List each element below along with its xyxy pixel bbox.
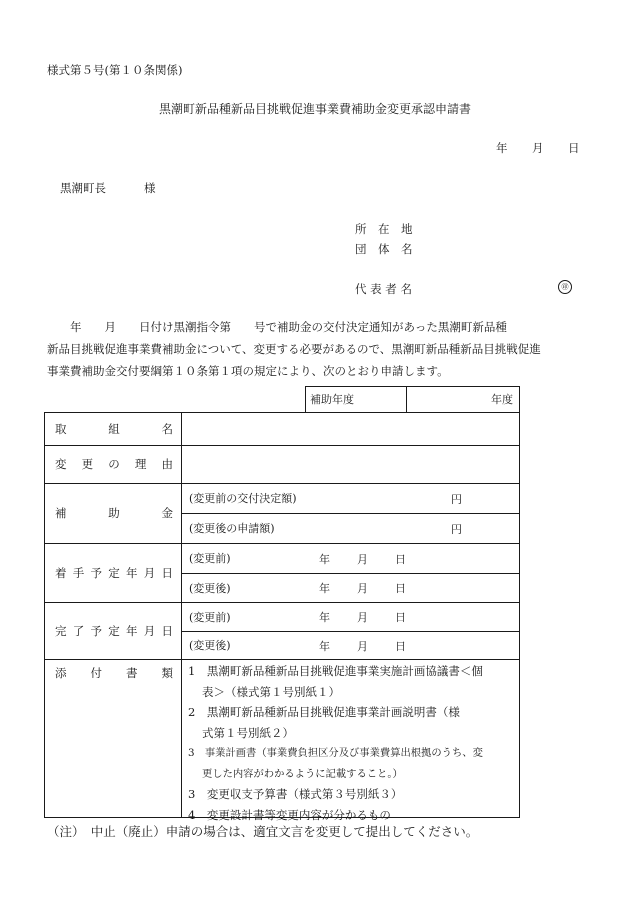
attachment-line: 3 事業計画書（事業費負担区分及び事業費算出根拠のうち、変 xyxy=(188,747,483,759)
change-reason-label: 変 更 の 理 由 xyxy=(55,457,173,471)
seal-mark: ㊞ xyxy=(558,280,572,294)
end-date-label: 完 了 予 定 年 月 日 xyxy=(55,623,173,638)
end-before-month: 月 xyxy=(357,611,368,624)
end-after-year: 年 xyxy=(319,640,330,653)
subsidy-year-unit: 年度 xyxy=(491,393,513,406)
subsidy-before-label: (変更前の交付決定額) xyxy=(189,492,297,505)
body-line: 新品目挑戦促進事業費補助金について、変更する必要があるので、黒潮町新品種新品目挑戦促進 xyxy=(47,342,541,356)
attachment-line: 式第１号別紙２） xyxy=(202,725,294,740)
start-after-year: 年 xyxy=(319,582,330,595)
form-number: 様式第５号(第１０条関係) xyxy=(47,63,183,77)
subsidy-year-box xyxy=(305,386,520,413)
date-year: 年 xyxy=(496,141,508,155)
start-before-month: 月 xyxy=(357,553,368,566)
start-after-label: (変更後) xyxy=(189,581,231,595)
body-line: 年 月 日付け黒潮指令第 号で補助金の交付決定通知があった黒潮町新品種 xyxy=(47,320,507,334)
addressee-honorific: 様 xyxy=(144,181,156,195)
date-line xyxy=(496,140,580,156)
body-line: 事業費補助金交付要綱第１０条第１項の規定により、次のとおり申請します。 xyxy=(47,364,449,378)
subsidy-after-yen: 円 xyxy=(451,523,462,536)
subsidy-before-yen: 円 xyxy=(451,493,462,506)
attachment-line: 1 黒潮町新品種新品目挑戦促進事業実施計画協議書＜個 xyxy=(188,664,483,678)
attachment-line: 3 変更収支予算書（様式第３号別紙３） xyxy=(188,787,403,801)
date-month: 月 xyxy=(532,141,544,155)
row-divider xyxy=(181,573,519,574)
end-before-label: (変更前) xyxy=(189,610,231,624)
start-date-label: 着 手 予 定 年 月 日 xyxy=(55,565,173,580)
subsidy-after-label: (変更後の申請額) xyxy=(189,522,275,535)
applicant-address-label: 所 在 地 xyxy=(355,222,413,236)
addressee-name: 黒潮町長 xyxy=(60,181,106,195)
label-divider xyxy=(181,413,182,817)
date-day: 日 xyxy=(568,141,580,155)
footnote: （注） 中止（廃止）申請の場合は、適宜文言を変更して提出してください。 xyxy=(47,824,479,839)
start-before-day: 日 xyxy=(395,553,406,566)
end-before-day: 日 xyxy=(395,611,406,624)
addressee xyxy=(60,180,156,196)
start-before-year: 年 xyxy=(319,553,330,566)
request-body xyxy=(47,316,587,382)
subsidy-label: 補 助 金 xyxy=(55,506,173,520)
row-divider xyxy=(181,631,519,632)
attachment-line: 更した内容がわかるように記載すること。） xyxy=(202,767,403,780)
start-before-label: (変更前) xyxy=(189,552,231,565)
attachments-label: 添 付 書 類 xyxy=(55,666,173,680)
end-after-label: (変更後) xyxy=(189,639,231,652)
application-table xyxy=(44,412,520,822)
applicant-organization-label: 団 体 名 xyxy=(355,242,413,256)
end-before-year: 年 xyxy=(319,611,330,624)
initiative-label: 取 組 名 xyxy=(55,422,173,436)
attachments-list xyxy=(188,661,518,825)
end-after-month: 月 xyxy=(357,640,368,653)
subsidy-year-label: 補助年度 xyxy=(306,387,407,413)
attachment-line: 表＞（様式第１号別紙１） xyxy=(202,684,340,699)
applicant-representative-label: 代 表 者 名 xyxy=(355,282,412,296)
start-after-day: 日 xyxy=(395,582,406,595)
document-title: 黒潮町新品種新品目挑戦促進事業費補助金変更承認申請書 xyxy=(158,102,471,116)
end-after-day: 日 xyxy=(395,640,406,653)
attachment-line: 4 変更設計書等変更内容が分かるもの xyxy=(188,807,391,822)
attachment-line: 2 黒潮町新品種新品目挑戦促進事業計画説明書（様 xyxy=(188,705,460,719)
start-after-month: 月 xyxy=(357,582,368,595)
